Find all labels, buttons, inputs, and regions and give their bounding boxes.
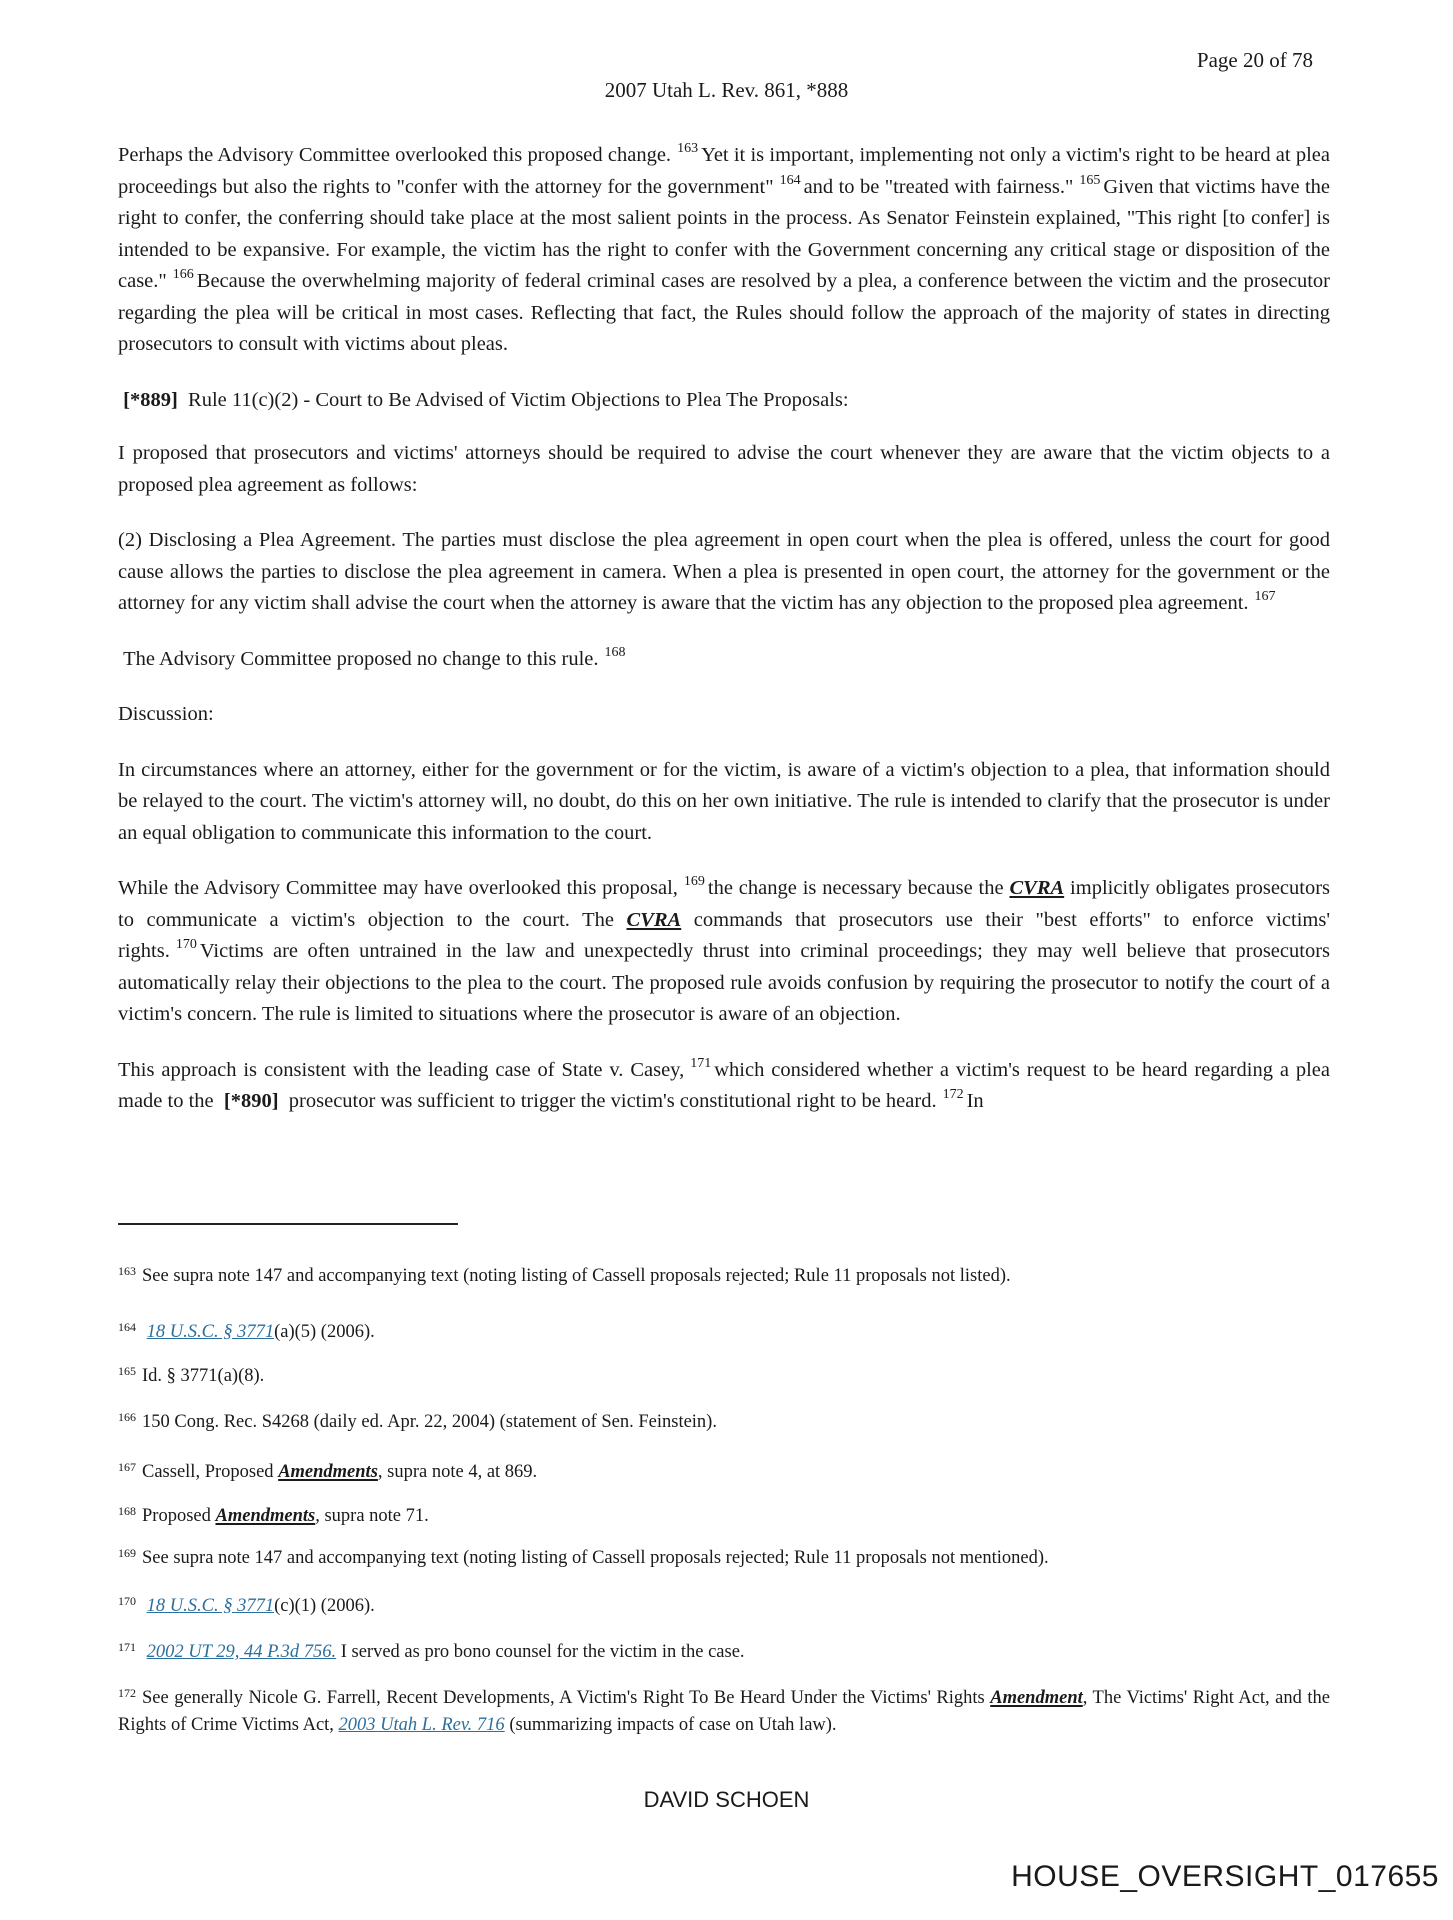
citation-link[interactable]: 2002 UT 29, 44 P.3d 756.	[146, 1642, 337, 1662]
footnote-ref[interactable]: 163	[677, 141, 699, 156]
footnote-divider	[118, 1223, 458, 1225]
star-page-marker: [*889]	[123, 388, 178, 411]
footnote-ref[interactable]: 168	[604, 644, 626, 660]
term-link[interactable]: CVRA	[626, 908, 682, 931]
footnote: $^{166}$ 150 Cong. Rec. S4268 (daily ed. Apr. 22, 2004) (statement of Sen. Feinstein).	[118, 1410, 717, 1432]
term-link[interactable]: Amendments	[278, 1462, 378, 1482]
citation-link[interactable]: 18 U.S.C. § 3771	[146, 1322, 275, 1342]
paragraph: I proposed that prosecutors and victims' attorneys should be required to advise the court whenever they are aware that the victim objects to a proposed plea agreement as follows:	[118, 442, 1330, 496]
star-page-marker: [*890]	[223, 1090, 279, 1112]
paragraph: Perhaps the Advisory Committee overlooked this proposed change. $^{163}$ Yet it is important, implementing not only a victim's right to be heard at plea proceedings but also the rights to "confer with the attorney for the government" $^{164}$ and to be "treated with fairness." $^{165}$ Given that victims have the right to confer, the conferring should take place at the most salient points in the process. As Senator Feinstein explained, "This right [to confer] is intended to be expansive. For example, the victim has the right to confer with the Government concerning any critical stage or disposition of the case." $^{166}$ Because the overwhelming majority of federal criminal cases are resolved by a plea, a conference between the victim and the prosecutor regarding the plea will be critical in most cases. Reflecting that fact, the Rules should follow the approach of the majority of states in directing prosecutors to consult with victims about pleas.	[118, 141, 1331, 355]
footnote-ref[interactable]: 171	[690, 1055, 712, 1071]
page-number: Page 20 of 78	[1196, 48, 1313, 72]
bates-number: HOUSE_OVERSIGHT_017655	[1011, 1860, 1439, 1893]
paragraph: The Advisory Committee proposed no change to this rule. $^{168}$	[123, 644, 626, 670]
section-heading: [*889] Rule 11(c)(2) - Court to Be Advised of Victim Objections to Plea The Proposals:	[123, 388, 849, 411]
signature: DAVID SCHOEN	[643, 1787, 810, 1812]
term-link[interactable]: CVRA	[1009, 877, 1065, 899]
footnote: $^{167}$ Cassell, Proposed Amendments, supra note 4, at 869.	[118, 1460, 538, 1482]
footnote-ref[interactable]: 172	[942, 1087, 964, 1102]
footnote: $^{171}$ 2002 UT 29, 44 P.3d 756. I served as pro bono counsel for the victim in the case.	[118, 1640, 745, 1662]
footnote: $^{169}$ See supra note 147 and accompanying text (noting listing of Cassell proposals rejected; Rule 11 proposals not mentioned).	[118, 1546, 1049, 1568]
footnote: $^{164}$ 18 U.S.C. § 3771(a)(5) (2006).	[118, 1320, 375, 1342]
footnote-ref[interactable]: 164	[779, 172, 801, 188]
discussion-label: Discussion:	[118, 703, 214, 725]
term-link[interactable]: Amendments	[215, 1506, 316, 1526]
citation-link[interactable]: 2003 Utah L. Rev. 716	[338, 1715, 505, 1735]
footnote: $^{168}$ Proposed Amendments, supra note 71.	[118, 1504, 429, 1526]
paragraph: In circumstances where an attorney, either for the government or for the victim, is aware of a victim's objection to a plea, that information should be relayed to the court. The victim's attorney will, no doubt, do this on her own initiative. The rule is intended to clarify that the prosecutor is under an equal obligation to communicate this information to the court.	[118, 758, 1330, 844]
running-head: 2007 Utah L. Rev. 861, *888	[604, 78, 849, 102]
footnote: $^{163}$ See supra note 147 and accompanying text (noting listing of Cassell proposals rejected; Rule 11 proposals not listed).	[118, 1264, 1011, 1286]
paragraph: This approach is consistent with the leading case of State v. Casey, $^{171}$ which considered whether a victim's request to be heard regarding a plea made to the [*890] prosecutor was sufficient to trigger the victim's constitutional right to be heard. $^{172}$ In	[118, 1055, 1330, 1112]
footnote: $^{172}$ See generally Nicole G. Farrell, Recent Developments, A Victim's Right To Be Heard Under the Victims' Rights Amendment, The Victims' Right Act, and the Rights of Crime Victims Act, 2003 Utah L. Rev. 716 (summarizing impacts of case on Utah law).	[118, 1686, 1330, 1735]
paragraph: While the Advisory Committee may have overlooked this proposal, $^{169}$ the change is necessary because the CVRA implicitly obligates prosecutors to communicate a victim's objection to the court. The CVRA commands that prosecutors use their "best efforts" to enforce victims' rights. $^{170}$ Victims are often untrained in the law and unexpectedly thrust into criminal proceedings; they may well believe that prosecutors automatically relay their objections to the plea to the court. The proposed rule avoids confusion by requiring the prosecutor to notify the court of a victim's concern. The rule is limited to situations where the prosecutor is aware of an objection.	[118, 874, 1331, 1025]
footnote: $^{165}$ Id. § 3771(a)(8).	[118, 1364, 265, 1386]
footnote-ref[interactable]: 170	[175, 937, 197, 952]
footnote: $^{170}$ 18 U.S.C. § 3771(c)(1) (2006).	[118, 1594, 375, 1616]
block-quote: (2) Disclosing a Plea Agreement. The parties must disclose the plea agreement in open court when the plea is offered, unless the court for good cause allows the parties to disclose the plea agreement in camera. When a plea is presented in open court, the attorney for the government or the attorney for any victim shall advise the court when the attorney is aware that the victim has any objection to the proposed plea agreement. $^{167}$	[118, 529, 1330, 614]
footnote-ref[interactable]: 167	[1254, 589, 1276, 604]
footnote-ref[interactable]: 165	[1079, 172, 1101, 188]
citation-link[interactable]: 18 U.S.C. § 3771	[146, 1596, 275, 1616]
footnote-ref[interactable]: 166	[172, 267, 194, 282]
footnote-ref[interactable]: 169	[683, 874, 705, 889]
term-link[interactable]: Amendment	[990, 1688, 1083, 1708]
document-body	[118, 140, 1330, 1142]
